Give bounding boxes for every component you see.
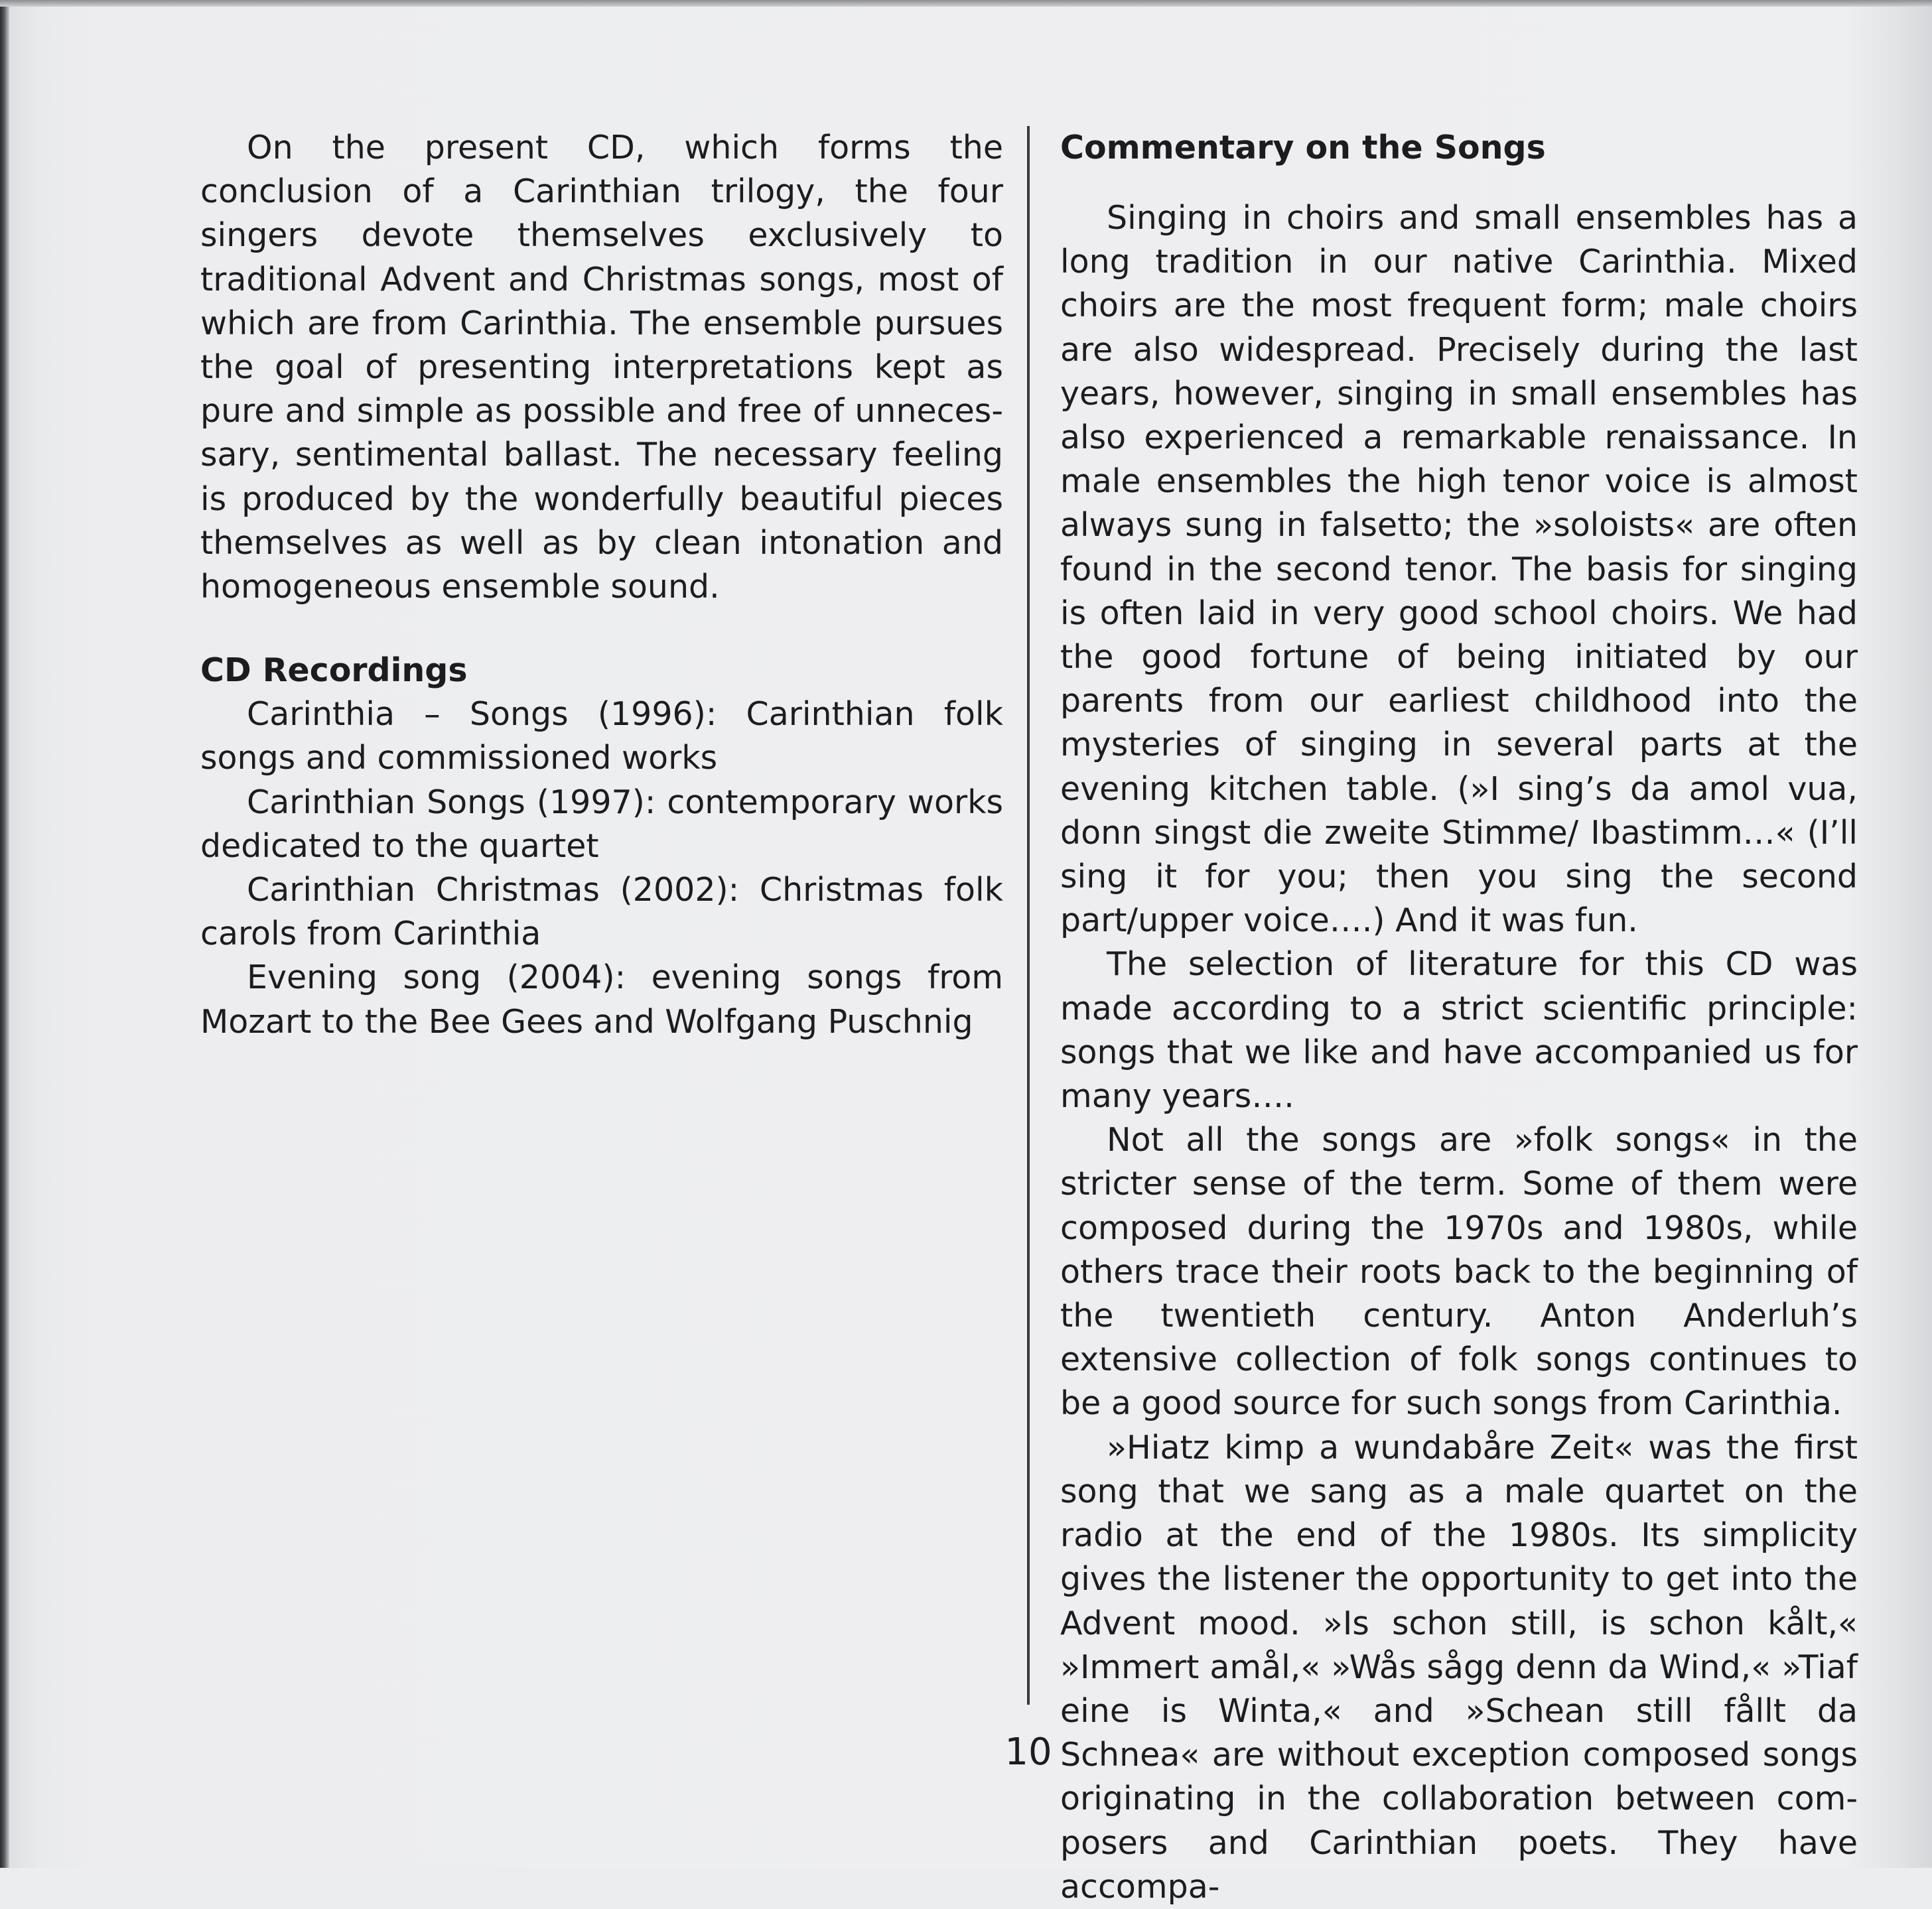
commentary-paragraph: »Hiatz kimp a wundabåre Zeit« was the first song that we sang as a male quartet on the radio at the end of the 1980s. Its simplicity gives the listener the opportunity to get into the Advent mood. »Is schon still, is schon kålt,« »Immert amål,« »Wås sågg denn da Wind,« »Tiaf eine is Winta,« and »Schean still fållt da Schnea« are without exception composed songs originating in the collaboration between composers and Carinthian poets. They have accompa- bbox=[1060, 1428, 1858, 1906]
page-number: 10 bbox=[1004, 1731, 1052, 1774]
top-edge-shadow bbox=[0, 0, 1932, 7]
commentary-paragraph: Not all the songs are »folk songs« in the stricter sense of the term. Some of them were composed during the 1970s and 1980s, while others trace their roots back to the beginning of the twentieth century. Anton Anderluh’s extensive collection of folk songs continues to be a good source for such songs from Carinthia. bbox=[1060, 1121, 1858, 1423]
recording-item: Carinthian Songs (1997): contemporary works dedicated to the quartet bbox=[200, 783, 1003, 865]
recording-item: Carinthia – Songs (1996): Carinthian folk songs and commissioned works bbox=[200, 695, 1003, 777]
right-column bbox=[1060, 126, 1858, 1909]
commentary-paragraph: Singing in choirs and small ensembles has a long tradition in our native Carinthia. Mixed choirs are the most frequent form; male choirs are also widespread. Precisely during the last years, however, singing in small ensembles has also experienced a remarkable renaissance. In male ensembles the high tenor voice is almost always sung in falsetto; the »soloists« are often found in the second tenor. The basis for singing is often laid in very good school choirs. We had the good fortune of being initiated by our parents from our earliest childhood into the mysteries of singing in several parts at the evening kitchen table. (»I sing’s da amol vua, donn singst die zweite Stimme/ Ibastimm…« (I’ll sing it for you; then you sing the second part/upper voice….) And it was fun. bbox=[1060, 199, 1858, 940]
commentary-heading: Commentary on the Songs bbox=[1060, 129, 1546, 166]
intro-paragraph: On the present CD, which forms the conclusion of a Carinthian trilogy, the four singers devote themselves exclusively to traditional Advent and Christmas songs, most of which are from Carinthia. The ensemble pursues the goal of presenting interpretations kept as pure and simple as possible and free of unnecessary, sentimental ballast. The necessary feeling is produced by the wonderfully beautiful pieces themselves as well as by clean intonation and homogeneous ensemble sound. bbox=[200, 129, 1003, 606]
column-divider bbox=[1027, 126, 1030, 1705]
recording-item: Evening song (2004): evening songs from Mozart to the Bee Gees and Wolfgang Puschnig bbox=[200, 958, 1003, 1041]
left-column bbox=[200, 126, 1003, 1044]
commentary-paragraph: The selection of literature for this CD was made according to a strict scientific principle: songs that we like and have accompanied us for many years…. bbox=[1060, 945, 1858, 1116]
page-edge-shadow bbox=[0, 0, 9, 1868]
recordings-heading: CD Recordings bbox=[200, 651, 468, 690]
recording-item: Carinthian Christmas (2002): Christmas folk carols from Carinthia bbox=[200, 871, 1003, 953]
